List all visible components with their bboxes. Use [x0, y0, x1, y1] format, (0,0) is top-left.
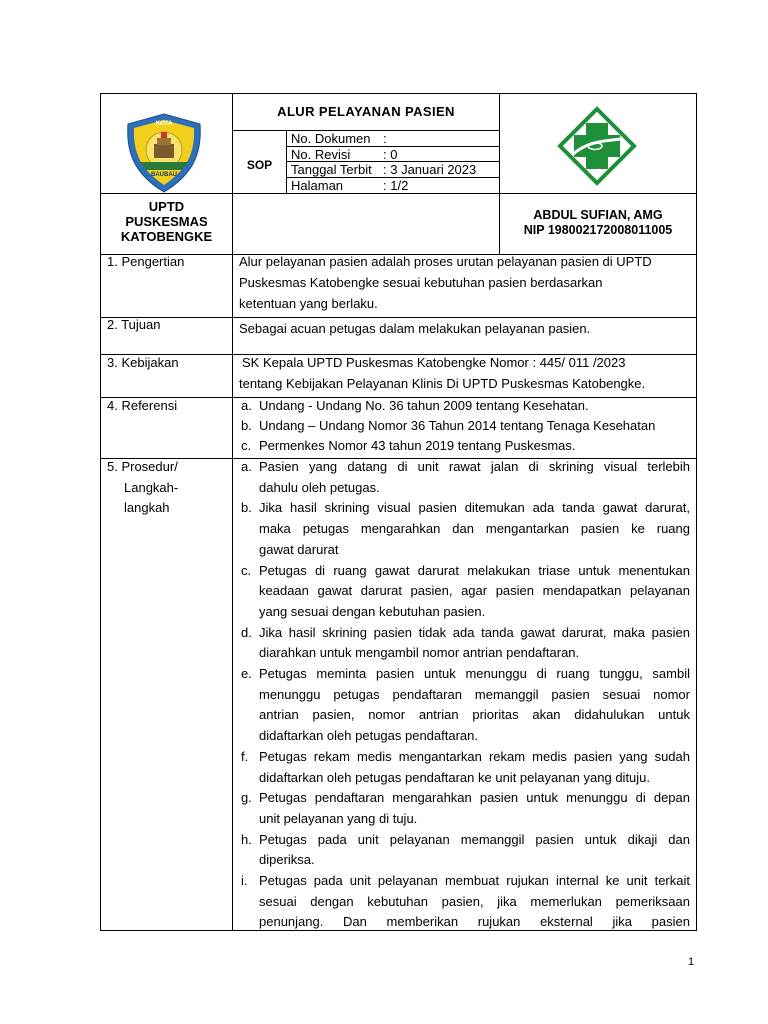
doc-field-label: Halaman: [291, 178, 344, 193]
doc-field-revisi: [291, 147, 397, 162]
signer-nip: NIP 198002172008011005: [523, 223, 673, 237]
list-text-line: antrian pasien, nomor antrian prioritas akan didahulukan untuk: [259, 707, 690, 723]
sop-col-divider: [286, 130, 287, 194]
section-label-kebijakan: 3. Kebijakan: [107, 355, 179, 370]
table-border-top: [100, 93, 697, 94]
section-label-tujuan: 2. Tujuan: [107, 317, 161, 332]
org-line: KATOBENGKE: [120, 229, 213, 244]
section-label-prosedur-3: langkah: [124, 500, 170, 515]
list-marker: c.: [241, 438, 252, 453]
list-marker: f.: [241, 748, 249, 764]
list-text-line: maka petugas mengarahkan dan mengantarkan pasien ke ruang: [259, 521, 690, 537]
list-text-line: yang sesuai dengan kebutuhan pasien.: [259, 603, 486, 619]
list-text-line: menunggu petugas pendaftaran memanggil pasien sesuai nomor: [259, 686, 690, 702]
list-text-line: Petugas meminta pasien untuk menunggu di ruang tunggu, sambil: [259, 666, 690, 681]
list-text-line: didaftarkan oleh petugas pendaftaran.: [259, 728, 479, 744]
doc-field-label: No. Dokumen: [291, 131, 371, 146]
section-text-line: tentang Kebijakan Pelayanan Klinis Di UPTD Puskesmas Katobengke.: [239, 376, 646, 391]
list-text-line: Permenkes Nomor 43 tahun 2019 tentang Puskesmas.: [259, 438, 576, 453]
list-marker: b.: [241, 500, 252, 516]
doc-field-tanggal: [291, 162, 476, 177]
list-marker: h.: [241, 831, 252, 847]
list-text-line: penunjang. Dan memberikan rujukan eksternal jika pasien: [259, 914, 690, 930]
section-text-line: SK Kepala UPTD Puskesmas Katobengke Nomor : 445/ 011 /2023: [242, 355, 626, 370]
list-text-line: didaftarkan oleh petugas pendaftaran ke unit pelayanan yang dituju.: [259, 769, 651, 785]
sop-label: SOP: [246, 158, 273, 172]
list-marker: c.: [241, 562, 252, 578]
list-text-line: Petugas pendaftaran mengarahkan pasien untuk menunggu di depan: [259, 790, 690, 806]
body-col-divider: [232, 254, 233, 931]
doc-field-value: : 0: [383, 147, 398, 162]
section-label-prosedur-2: Langkah-: [124, 480, 179, 495]
org-line: UPTD: [148, 199, 185, 214]
org-name: [101, 199, 232, 244]
list-text-line: keadaan gawat darurat pasien, agar pasien mendapatkan pelayanan: [259, 583, 690, 599]
signer-name: ABDUL SUFIAN, AMG: [533, 208, 663, 222]
signer-block: [500, 208, 696, 238]
kota-baubau-logo: [124, 112, 204, 196]
doc-field-nomor: [291, 131, 387, 146]
section-label-pengertian: 1. Pengertian: [107, 254, 185, 269]
table-border-right: [696, 93, 697, 930]
logo-top-text: KOTA: [155, 121, 173, 127]
doc-field-value: : 1/2: [383, 178, 409, 193]
list-text-line: gawat darurat: [259, 541, 339, 557]
section-text-line: Alur pelayanan pasien adalah proses urutan pelayanan pasien di UPTD: [239, 254, 652, 269]
list-marker: a.: [241, 398, 252, 413]
document-title: ALUR PELAYANAN PASIEN: [277, 104, 455, 119]
list-text-line: Undang – Undang Nomor 36 Tahun 2014 tentang Tenaga Kesehatan: [259, 418, 656, 433]
list-text-line: Petugas pada unit pelayanan memanggil pasien untuk dikaji dan: [259, 831, 690, 847]
list-text-line: Petugas rekam medis mengantarkan rekam medis pasien yang sudah: [259, 748, 690, 764]
list-text-line: dahulu oleh petugas.: [259, 479, 380, 495]
list-text-line: Pasien yang datang di unit rawat jalan di skrining visual terlebih: [259, 459, 690, 474]
list-text-line: Jika hasil skrining pasien tidak ada tanda gawat darurat, maka pasien: [259, 624, 690, 640]
section-text-line: ketentuan yang berlaku.: [239, 296, 378, 311]
list-text-line: Petugas pada unit pelayanan membuat rujukan internal ke unit terkait: [259, 873, 690, 888]
list-text-line: unit pelayanan yang di tuju.: [259, 810, 418, 826]
section-text-line: Sebagai acuan petugas dalam melakukan pelayanan pasien.: [239, 321, 591, 336]
puskesmas-logo: [557, 106, 637, 186]
list-marker: i.: [241, 873, 248, 888]
doc-field-value: :: [383, 131, 387, 146]
list-marker: g.: [241, 790, 252, 806]
list-text-line: sesuai dengan kebutuhan pasien, jika memerlukan pemeriksaan: [259, 893, 690, 909]
section-label-prosedur: 5. Prosedur/: [107, 459, 178, 474]
list-text-line: Jika hasil skrining visual pasien ditemukan ada tanda gawat darurat,: [259, 500, 690, 516]
row-line-1: [100, 317, 697, 318]
list-text-line: diperiksa.: [259, 852, 315, 868]
doc-field-label: No. Revisi: [291, 147, 351, 162]
doc-field-label: Tanggal Terbit: [291, 162, 372, 177]
page-number: 1: [688, 956, 695, 968]
doc-field-value: : 3 Januari 2023: [383, 162, 477, 177]
section-label-referensi: 4. Referensi: [107, 398, 178, 413]
list-text-line: Petugas di ruang gawat darurat melakukan triase untuk menentukan: [259, 562, 690, 578]
list-marker: e.: [241, 666, 252, 681]
list-marker: a.: [241, 459, 252, 474]
org-line: PUSKESMAS: [125, 214, 208, 229]
logo-bottom-text: BAUBAU: [151, 172, 177, 178]
section-text-line: Puskesmas Katobengke sesuai kebutuhan pasien berdasarkan: [239, 275, 603, 290]
doc-field-halaman: [291, 178, 408, 193]
list-text-line: Undang - Undang No. 36 tahun 2009 tentang Kesehatan.: [259, 398, 589, 413]
list-marker: d.: [241, 624, 252, 640]
list-text-line: diarahkan untuk mengambil nomor antrian pendaftaran.: [259, 645, 580, 661]
list-marker: b.: [241, 418, 252, 433]
